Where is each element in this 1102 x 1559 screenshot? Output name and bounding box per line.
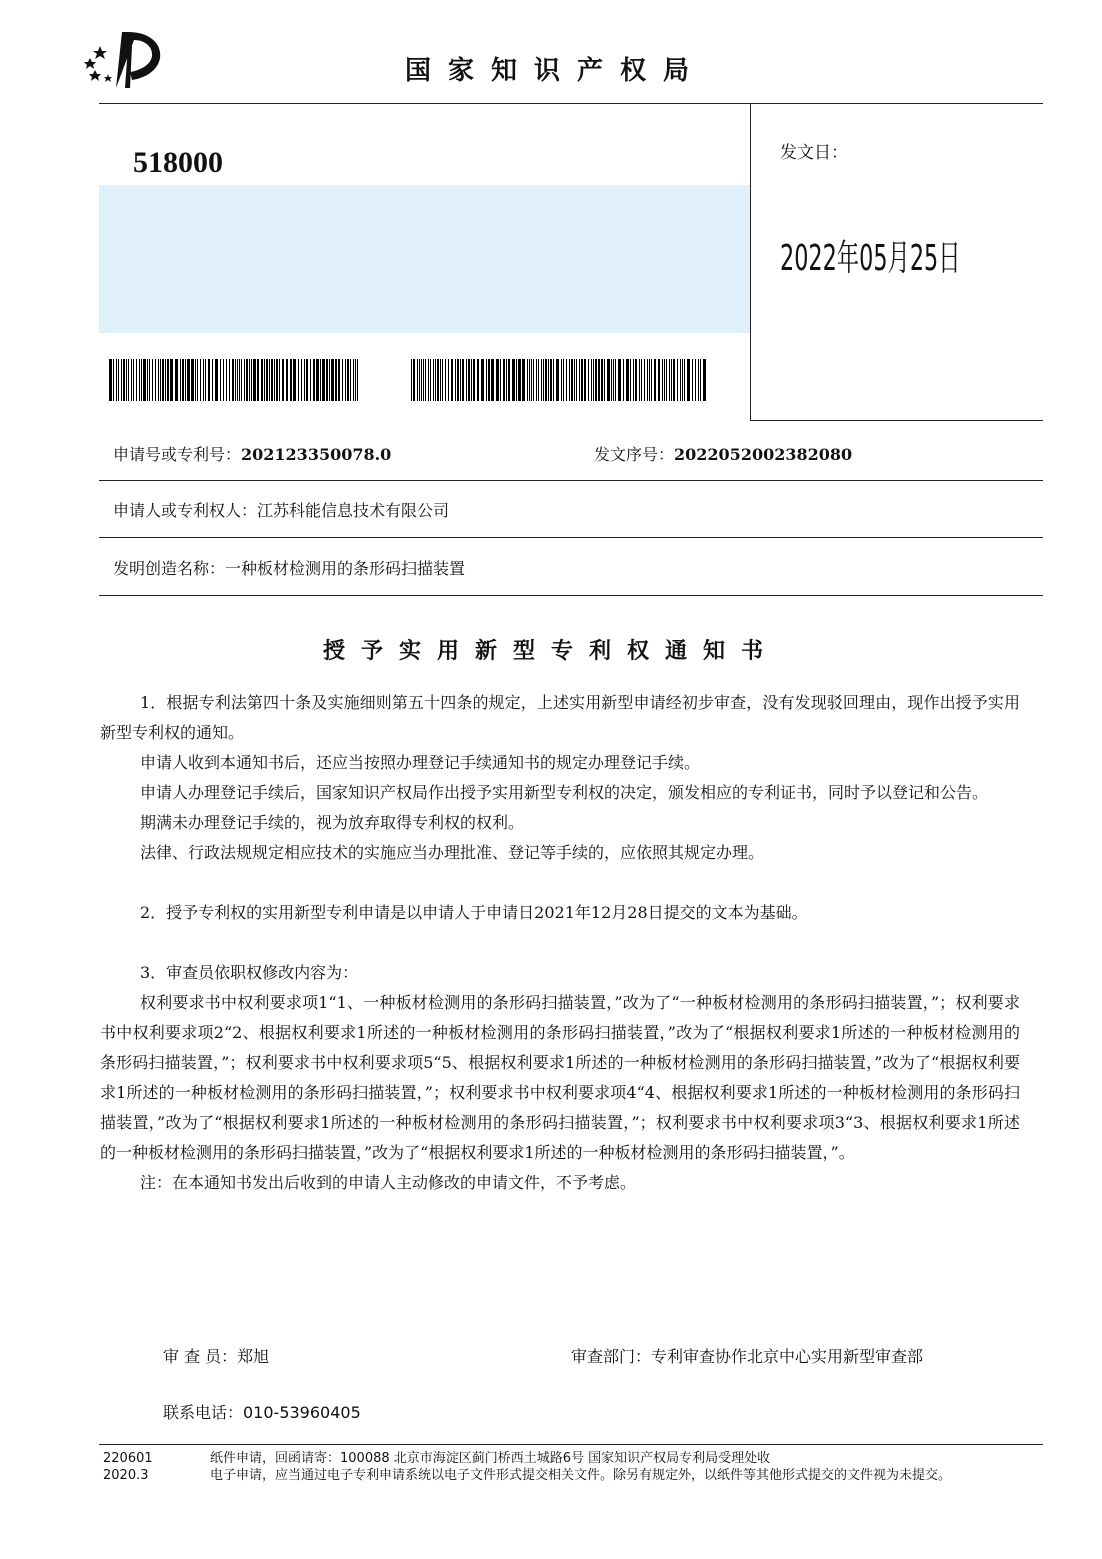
notice-body: [100, 688, 1020, 1198]
footer-paper-instructions: 纸件申请，回函请寄：100088 北京市海淀区蓟门桥西土城路6号 国家知识产权局专利局受理处收: [210, 1451, 771, 1466]
application-number-value: 202123350078.0: [241, 445, 392, 464]
paragraph-3: 3．审查员依职权修改内容为：: [140, 963, 359, 982]
application-number-label: 申请号或专利号：: [113, 445, 242, 464]
paragraph-1b: 申请人办理登记手续后，国家知识产权局作出授予实用新型专利权的决定，颁发相应的专利证书，同时予以登记和公告。: [140, 783, 989, 802]
notice-title: 授予实用新型专利权通知书: [322, 639, 779, 664]
form-code: [103, 1450, 153, 1484]
paragraph-1c: 期满未办理登记手续的，视为放弃取得专利权的权利。: [140, 813, 525, 832]
form-code-number: 220601: [103, 1451, 153, 1466]
paragraph-1a: 申请人收到本通知书后，还应当按照办理登记手续通知书的规定办理登记手续。: [140, 753, 701, 772]
serial-number-value: 2022052002382080: [674, 445, 853, 464]
examiner: 审 查 员：郑旭: [163, 1347, 270, 1366]
cnipa-logo-icon: [78, 26, 168, 90]
examination-department: 审查部门：专利审查协作北京中心实用新型审查部: [571, 1347, 924, 1366]
footer-instructions: [210, 1450, 1025, 1484]
paragraph-note: 注：在本通知书发出后收到的申请人主动修改的申请文件，不予考虑。: [140, 1173, 637, 1192]
applicant-label: 申请人或专利权人：: [113, 501, 258, 520]
application-number-row: [113, 442, 391, 465]
barcode-right: [411, 359, 708, 401]
issue-date-label: 发文日：: [780, 143, 848, 163]
invention-label: 发明创造名称：: [113, 559, 226, 578]
barcode-left: [109, 359, 359, 401]
paragraph-3a: 权利要求书中权利要求项1“1、一种板材检测用的条形码扫描装置，”改为了“一种板材检测用的条形码扫描装置，”；权利要求书中权利要求项2“2、根据权利要求1所述的一种板材检测用的条形码扫描装置，”改为了“根据权利要求1所述的一种板材检测用的条形码扫描装置，”；权利要求书中权利要求项5“5、根据权利要求1所述的一种板材检测用的条形码扫描装置，”改为了“根据权利要求1所述的一种板材检测用的条形码扫描装置，”；权利要求书中权利要求项4“4、根据权利要求1所述的一种板材检测用的条形码扫描装置，”改为了“根据权利要求1所述的一种板材检测用的条形码扫描装置，”；权利要求书中权利要求项3“3、根据权利要求1所述的一种板材检测用的条形码扫描装置，”改为了“根据权利要求1所述的一种板材检测用的条形码扫描装置，”。: [100, 993, 1020, 1162]
contact-phone: 联系电话：010-53960405: [163, 1403, 361, 1422]
form-code-version: 2020.3: [103, 1468, 149, 1483]
serial-number-row: [594, 442, 852, 465]
invention-value: 一种板材检测用的条形码扫描装置: [225, 559, 466, 578]
paragraph-1d: 法律、行政法规规定相应技术的实施应当办理批准、登记等手续的，应依照其规定办理。: [140, 843, 765, 862]
invention-row: [113, 556, 465, 579]
serial-number-label: 发文序号：: [594, 445, 675, 464]
applicant-value: 江苏科能信息技术有限公司: [257, 501, 450, 520]
recipient-address-box: [99, 185, 750, 333]
issue-date-value: 2022年05月25日: [780, 238, 961, 279]
applicant-row: [113, 498, 449, 521]
paragraph-1: 1．根据专利法第四十条及实施细则第五十四条的规定，上述实用新型申请经初步审查，没有发现驳回理由，现作出授予实用新型专利权的通知。: [100, 693, 1020, 742]
footer-electronic-instructions: 电子申请，应当通过电子专利申请系统以电子文件形式提交相关文件。除另有规定外，以纸件等其他形式提交的文件视为未提交。: [210, 1468, 952, 1483]
postcode: 518000: [133, 146, 223, 179]
paragraph-2: 2．授予专利权的实用新型专利申请是以申请人于申请日2021年12月28日提交的文本为基础。: [140, 903, 808, 922]
agency-name: 国家知识产权局: [405, 56, 707, 86]
